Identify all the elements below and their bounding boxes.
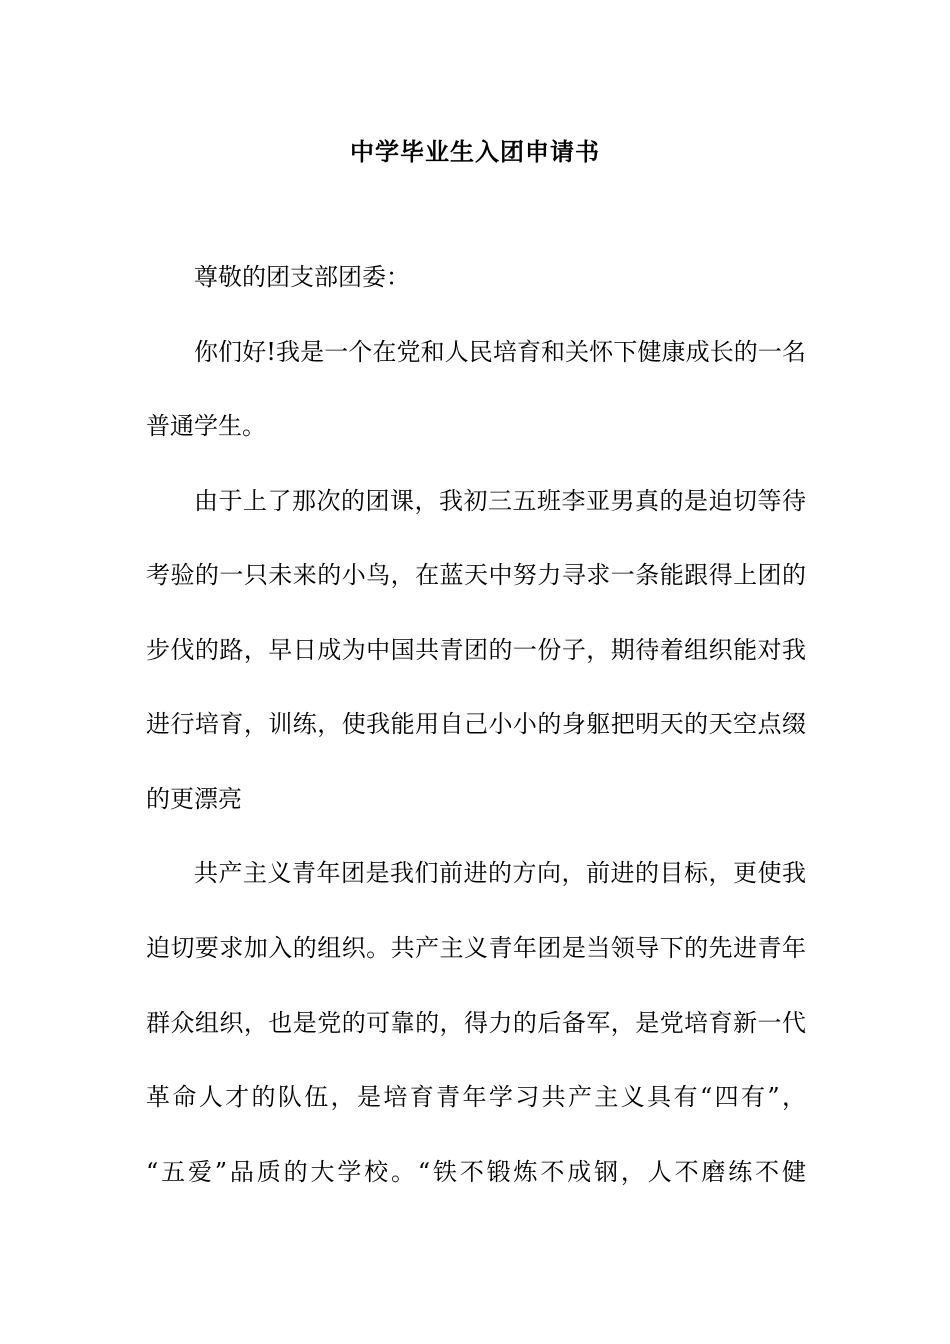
body-line: 考验的一只未来的小鸟，在蓝天中努力寻求一条能跟得上团的 [146, 561, 806, 589]
body-line: 群众组织，也是党的可靠的，得力的后备军，是党培育新一代 [146, 1009, 806, 1037]
body-line: “五爱”品质的大学校。“铁不锻炼不成钢，人不磨练不健 [146, 1158, 806, 1186]
body-line: 进行培育，训练，使我能用自己小小的身躯把明天的天空点缀 [146, 710, 806, 738]
body-line: 你们好!我是一个在党和人民培育和关怀下健康成长的一名 [194, 338, 806, 366]
body-line: 的更漂亮 [146, 785, 242, 813]
salutation: 尊敬的团支部团委： [194, 263, 410, 291]
body-line: 革命人才的队伍，是培育青年学习共产主义具有“四有”， [146, 1083, 806, 1111]
body-line: 共产主义青年团是我们前进的方向，前进的目标，更使我 [194, 859, 806, 887]
body-line: 迫切要求加入的组织。共产主义青年团是当领导下的先进青年 [146, 934, 806, 962]
document-title: 中学毕业生入团申请书 [350, 137, 600, 166]
body-line: 由于上了那次的团课，我初三五班李亚男真的是迫切等待 [194, 487, 806, 515]
body-line: 步伐的路，早日成为中国共青团的一份子，期待着组织能对我 [146, 636, 806, 664]
body-line: 普通学生。 [146, 412, 266, 440]
